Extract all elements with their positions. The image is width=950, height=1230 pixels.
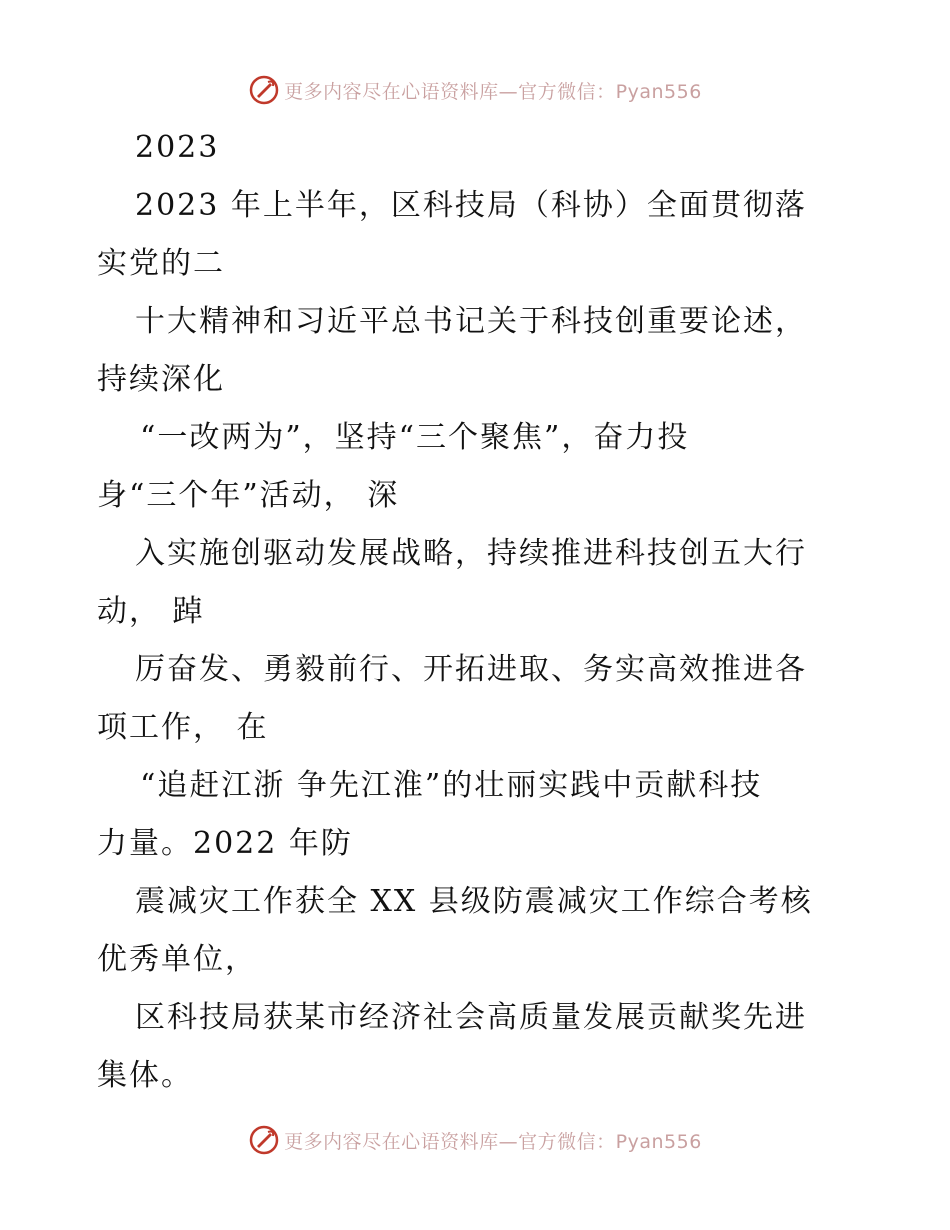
text-line: 动， 踔 [97,594,205,629]
text-line: 2023 年上半年，区科技局（科协）全面贯彻落 [135,188,807,223]
text-line: 项工作， 在 [97,710,269,745]
text-line: 持续深化 [97,362,225,397]
footer-watermark [0,1120,950,1160]
text-line: 入实施创驱动发展战略，持续推进科技创五大行 [135,536,807,571]
text-line: 厉奋发、勇毅前行、开拓进取、务实高效推进各 [135,652,807,687]
text-line: “一改两为”，坚持“三个聚焦”，奋力投 [140,420,690,455]
text-line: “追赶江浙 争先江淮”的壮丽实践中贡献科技 [140,768,763,803]
text-line: 十大精神和习近平总书记关于科技创重要论述， [135,304,807,339]
quill-logo-icon [248,1124,280,1156]
text-line: 2023 [135,130,220,165]
header-banner-text: 更多内容尽在心语资料库—官方微信：Pyan556 [284,80,702,103]
text-line: 集体。 [97,1058,193,1093]
text-line: 实党的二 [97,246,225,281]
header-watermark [0,70,950,110]
text-line: 身“三个年”活动， 深 [97,478,400,513]
text-line: 优秀单位， [97,942,257,977]
quill-logo-icon [248,74,280,106]
text-line: 震减灾工作获全 XX 县级防震减灾工作综合考核 [135,884,813,919]
text-line: 区科技局获某市经济社会高质量发展贡献奖先进 [135,1000,807,1035]
text-line: 力量。2022 年防 [97,826,353,861]
footer-banner-text: 更多内容尽在心语资料库—官方微信：Pyan556 [284,1130,702,1153]
